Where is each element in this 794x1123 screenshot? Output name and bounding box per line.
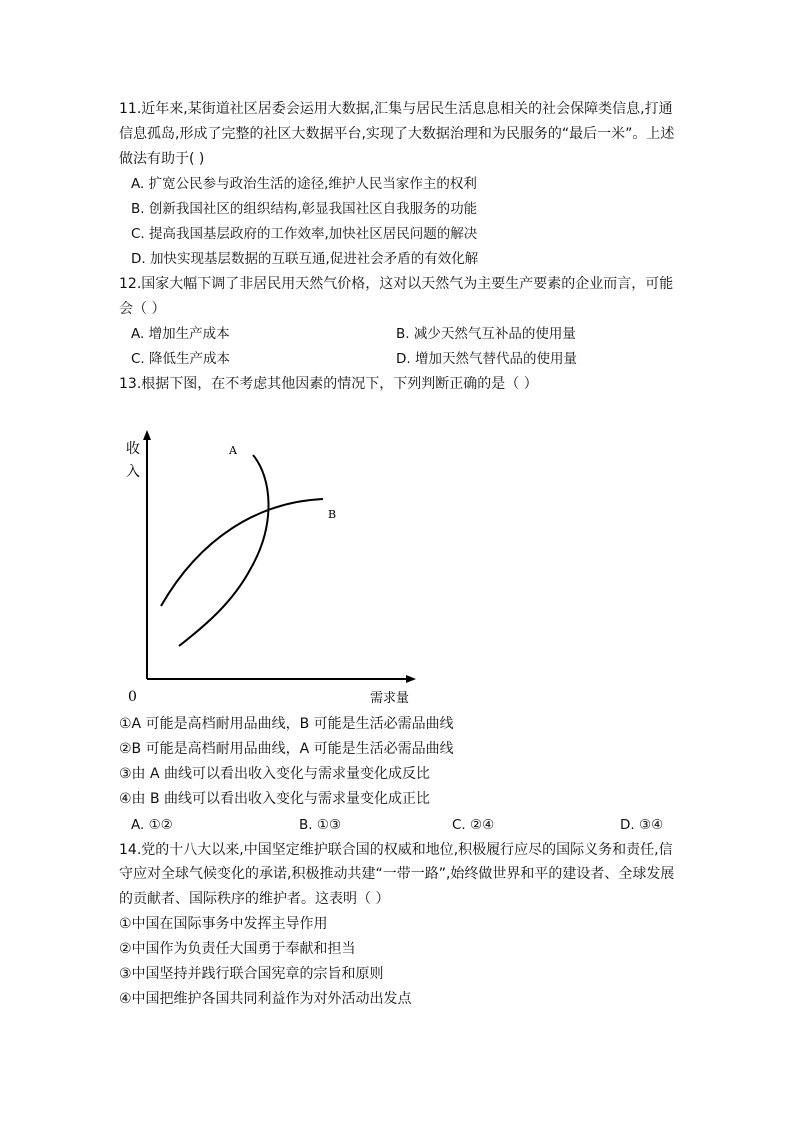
q13-statement-4: ④由 B 曲线可以看出收入变化与需求量变化成正比 bbox=[119, 791, 431, 807]
curve-b-label: B bbox=[328, 508, 337, 521]
q12-option-a: A. 增加生产成本 bbox=[131, 326, 230, 342]
q11-option-b: B. 创新我国社区的组织结构,彰显我国社区自我服务的功能 bbox=[131, 201, 478, 217]
q13-statement-2: ②B 可能是高档耐用品曲线，A 可能是生活必需品曲线 bbox=[119, 741, 454, 757]
q13-option-d: D. ③④ bbox=[620, 817, 664, 833]
curve-b bbox=[161, 499, 323, 606]
q12-stem-line-1: 12.国家大幅下调了非居民用天然气价格，这对以天然气为主要生产要素的企业而言，可能 bbox=[119, 276, 674, 292]
q13-stem: 13.根据下图，在不考虑其他因素的情况下，下列判断正确的是（ ） bbox=[119, 376, 538, 392]
origin-label: 0 bbox=[128, 689, 137, 705]
q11-stem-line-3: 做法有助于( ) bbox=[119, 151, 205, 167]
q14-statement-2: ②中国作为负责任大国勇于奉献和担当 bbox=[119, 941, 356, 957]
q14-statement-1: ①中国在国际事务中发挥主导作用 bbox=[119, 916, 328, 932]
q13-option-b: B. ①③ bbox=[299, 817, 342, 833]
q13-option-c: C. ②④ bbox=[452, 817, 495, 833]
q11-stem-line-2: 信息孤岛,形成了完整的社区大数据平台,实现了大数据治理和为民服务的“最后一米”。上述 bbox=[119, 126, 675, 142]
q12-option-d: D. 增加天然气替代品的使用量 bbox=[396, 351, 577, 367]
q12-stem-line-2: 会（ ） bbox=[119, 301, 166, 317]
q12-option-c: C. 降低生产成本 bbox=[131, 351, 231, 367]
q11-option-c: C. 提高我国基层政府的工作效率,加快社区居民问题的解决 bbox=[131, 226, 478, 242]
q11-option-a: A. 扩宽公民参与政治生活的途径,维护人民当家作主的权利 bbox=[131, 176, 477, 192]
y-axis-label-2: 入 bbox=[126, 464, 140, 480]
income-demand-graph bbox=[110, 420, 440, 710]
curve-a bbox=[179, 455, 269, 646]
q11-stem-line-1: 11.近年来,某街道社区居委会运用大数据,汇集与居民生活息息相关的社会保障类信息,打通 bbox=[119, 101, 673, 117]
q14-statement-4: ④中国把维护各国共同利益作为对外活动出发点 bbox=[119, 991, 412, 1007]
y-axis-label-1: 收 bbox=[126, 441, 140, 457]
y-axis-arrow-icon bbox=[143, 430, 151, 440]
q12-option-b: B. 减少天然气互补品的使用量 bbox=[396, 326, 576, 342]
x-axis-label: 需求量 bbox=[370, 691, 410, 706]
curve-a-label: A bbox=[229, 444, 237, 457]
q14-stem-line-1: 14.党的十八大以来,中国坚定维护联合国的权威和地位,积极履行应尽的国际义务和责任,信 bbox=[119, 842, 673, 858]
q13-option-a: A. ①② bbox=[131, 817, 173, 833]
q13-statement-3: ③由 A 曲线可以看出收入变化与需求量变化成反比 bbox=[119, 766, 431, 782]
q14-stem-line-3: 的贡献者、国际秩序的维护者。这表明（ ） bbox=[119, 891, 390, 907]
q11-option-d: D. 加快实现基层数据的互联互通,促进社会矛盾的有效化解 bbox=[131, 251, 479, 267]
x-axis-arrow-icon bbox=[406, 675, 416, 683]
q14-statement-3: ③中国坚持并践行联合国宪章的宗旨和原则 bbox=[119, 966, 384, 982]
q13-statement-1: ①A 可能是高档耐用品曲线，B 可能是生活必需品曲线 bbox=[119, 716, 454, 732]
q14-stem-line-2: 守应对全球气候变化的承诺,积极推动共建“一带一路”,始终做世界和平的建设者、全球发展 bbox=[119, 866, 675, 882]
